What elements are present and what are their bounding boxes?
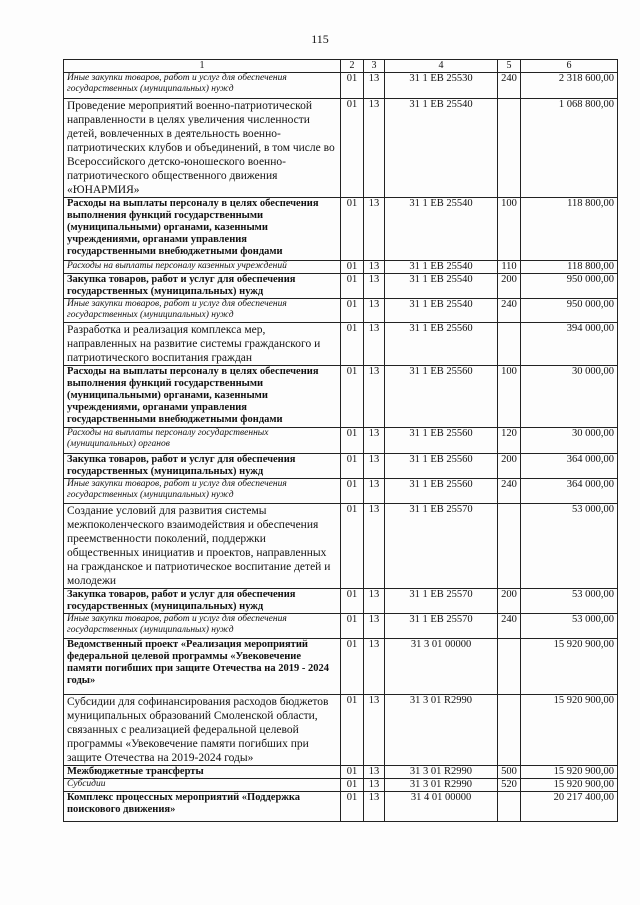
row-section-cell: 01 — [341, 323, 364, 366]
row-amount-cell: 15 920 900,00 — [521, 639, 618, 695]
row-subsection-cell: 13 — [364, 639, 385, 695]
row-subsection-cell: 13 — [364, 366, 385, 428]
row-amount-cell: 30 000,00 — [521, 366, 618, 428]
table-row — [64, 261, 618, 274]
row-section-cell: 01 — [341, 428, 364, 454]
row-target-article-cell: 31 3 01 R2990 — [385, 766, 498, 779]
row-expense-type-cell: 110 — [498, 261, 521, 274]
column-header: 4 — [385, 60, 498, 73]
row-section-cell: 01 — [341, 366, 364, 428]
table-row — [64, 766, 618, 779]
row-amount-cell: 2 318 600,00 — [521, 73, 618, 99]
row-name-cell: Проведение мероприятий военно-патриотической направленности в целях увеличения численности детей, вовлеченных в деятельность военно-патриотических клубов и объединений, в том числе во Всероссийского детско-юношеского военно-патриотического общественного движения «ЮНАРМИЯ» — [64, 99, 341, 198]
row-amount-cell: 950 000,00 — [521, 299, 618, 323]
row-target-article-cell: 31 1 ЕВ 25570 — [385, 614, 498, 639]
row-target-article-cell: 31 3 01 00000 — [385, 639, 498, 695]
table-row — [64, 792, 618, 822]
row-expense-type-cell — [498, 695, 521, 766]
row-target-article-cell: 31 3 01 R2990 — [385, 779, 498, 792]
row-subsection-cell: 13 — [364, 454, 385, 479]
row-section-cell: 01 — [341, 261, 364, 274]
table-row — [64, 198, 618, 261]
column-header: 3 — [364, 60, 385, 73]
row-expense-type-cell: 200 — [498, 589, 521, 614]
row-section-cell: 01 — [341, 614, 364, 639]
row-subsection-cell: 13 — [364, 504, 385, 589]
row-name-cell: Расходы на выплаты персоналу в целях обеспечения выполнения функций государственными (муниципальными) органами, казенными учреждениями, органами управления государственными внебюджетными фондами — [64, 366, 341, 428]
table-row — [64, 428, 618, 454]
row-subsection-cell: 13 — [364, 299, 385, 323]
row-name-cell: Расходы на выплаты персоналу государственных (муниципальных) органов — [64, 428, 341, 454]
row-subsection-cell: 13 — [364, 198, 385, 261]
row-expense-type-cell: 100 — [498, 198, 521, 261]
row-name-cell: Расходы на выплаты персоналу в целях обеспечения выполнения функций государственными (муниципальными) органами, казенными учреждениями, органами управления государственными внебюджетными фондами — [64, 198, 341, 261]
row-target-article-cell: 31 1 ЕВ 25570 — [385, 504, 498, 589]
row-name-cell: Иные закупки товаров, работ и услуг для обеспечения государственных (муниципальных) нужд — [64, 73, 341, 99]
row-section-cell: 01 — [341, 589, 364, 614]
row-amount-cell: 394 000,00 — [521, 323, 618, 366]
table-row — [64, 454, 618, 479]
page-number: 115 — [311, 32, 329, 46]
row-amount-cell: 950 000,00 — [521, 274, 618, 299]
row-amount-cell: 53 000,00 — [521, 589, 618, 614]
row-section-cell: 01 — [341, 639, 364, 695]
row-section-cell: 01 — [341, 766, 364, 779]
column-header: 5 — [498, 60, 521, 73]
row-subsection-cell: 13 — [364, 792, 385, 822]
row-name-cell: Субсидии — [64, 779, 341, 792]
row-section-cell: 01 — [341, 695, 364, 766]
row-expense-type-cell: 120 — [498, 428, 521, 454]
row-amount-cell: 118 800,00 — [521, 261, 618, 274]
row-subsection-cell: 13 — [364, 589, 385, 614]
row-section-cell: 01 — [341, 454, 364, 479]
row-name-cell: Закупка товаров, работ и услуг для обеспечения государственных (муниципальных) нужд — [64, 454, 341, 479]
column-header: 6 — [521, 60, 618, 73]
row-amount-cell: 30 000,00 — [521, 428, 618, 454]
row-name-cell: Закупка товаров, работ и услуг для обеспечения государственных (муниципальных) нужд — [64, 274, 341, 299]
row-subsection-cell: 13 — [364, 766, 385, 779]
row-name-cell: Расходы на выплаты персоналу казенных учреждений — [64, 261, 341, 274]
row-name-cell: Иные закупки товаров, работ и услуг для обеспечения государственных (муниципальных) нужд — [64, 299, 341, 323]
row-amount-cell: 364 000,00 — [521, 454, 618, 479]
row-amount-cell: 1 068 800,00 — [521, 99, 618, 198]
row-expense-type-cell — [498, 323, 521, 366]
row-section-cell: 01 — [341, 73, 364, 99]
row-subsection-cell: 13 — [364, 274, 385, 299]
row-subsection-cell: 13 — [364, 614, 385, 639]
row-section-cell: 01 — [341, 274, 364, 299]
row-target-article-cell: 31 1 ЕВ 25560 — [385, 454, 498, 479]
row-section-cell: 01 — [341, 779, 364, 792]
row-name-cell: Разработка и реализация комплекса мер, направленных на развитие системы гражданского и патриотического воспитания граждан — [64, 323, 341, 366]
table-row — [64, 479, 618, 504]
budget-table — [63, 59, 618, 822]
row-amount-cell: 15 920 900,00 — [521, 766, 618, 779]
row-subsection-cell: 13 — [364, 99, 385, 198]
row-amount-cell: 53 000,00 — [521, 504, 618, 589]
table-row — [64, 323, 618, 366]
row-expense-type-cell: 240 — [498, 479, 521, 504]
table-row — [64, 366, 618, 428]
row-expense-type-cell: 200 — [498, 454, 521, 479]
table-row — [64, 299, 618, 323]
row-target-article-cell: 31 1 ЕВ 25540 — [385, 261, 498, 274]
row-name-cell: Субсидии для софинансирования расходов бюджетов муниципальных образований Смоленской области, связанных с реализацией федеральной целевой программы «Увековечение памяти погибших при защите Отечества на 2019-2024 годы» — [64, 695, 341, 766]
row-name-cell: Межбюджетные трансферты — [64, 766, 341, 779]
row-subsection-cell: 13 — [364, 479, 385, 504]
table-row — [64, 504, 618, 589]
row-target-article-cell: 31 1 ЕВ 25530 — [385, 73, 498, 99]
row-amount-cell: 364 000,00 — [521, 479, 618, 504]
table-row — [64, 589, 618, 614]
table-row — [64, 639, 618, 695]
row-amount-cell: 15 920 900,00 — [521, 695, 618, 766]
table-row — [64, 73, 618, 99]
row-section-cell: 01 — [341, 299, 364, 323]
row-name-cell: Создание условий для развития системы межпоколенческого взаимодействия и обеспечения преемственности поколений, поддержки общественных инициатив и проектов, направленных на гражданское и патриотическое воспитание детей и молодежи — [64, 504, 341, 589]
row-subsection-cell: 13 — [364, 695, 385, 766]
row-amount-cell: 15 920 900,00 — [521, 779, 618, 792]
row-section-cell: 01 — [341, 792, 364, 822]
row-target-article-cell: 31 1 ЕВ 25540 — [385, 99, 498, 198]
row-subsection-cell: 13 — [364, 323, 385, 366]
row-subsection-cell: 13 — [364, 428, 385, 454]
row-target-article-cell: 31 1 ЕВ 25560 — [385, 428, 498, 454]
row-target-article-cell: 31 1 ЕВ 25540 — [385, 299, 498, 323]
table-header-row — [64, 60, 618, 73]
row-expense-type-cell: 200 — [498, 274, 521, 299]
row-expense-type-cell: 520 — [498, 779, 521, 792]
row-expense-type-cell — [498, 504, 521, 589]
row-name-cell: Комплекс процессных мероприятий «Поддержка поискового движения» — [64, 792, 341, 822]
row-expense-type-cell: 240 — [498, 73, 521, 99]
table-row — [64, 779, 618, 792]
row-expense-type-cell — [498, 639, 521, 695]
column-header: 2 — [341, 60, 364, 73]
row-name-cell: Ведомственный проект «Реализация мероприятий федеральной целевой программы «Увековечение памяти погибших при защите Отечества на 2019 - 2024 годы» — [64, 639, 341, 695]
table-row — [64, 614, 618, 639]
table-row — [64, 695, 618, 766]
row-target-article-cell: 31 1 ЕВ 25540 — [385, 274, 498, 299]
row-expense-type-cell: 500 — [498, 766, 521, 779]
budget-table-body — [64, 60, 618, 822]
row-subsection-cell: 13 — [364, 73, 385, 99]
row-expense-type-cell: 100 — [498, 366, 521, 428]
table-row — [64, 274, 618, 299]
row-section-cell: 01 — [341, 99, 364, 198]
row-section-cell: 01 — [341, 198, 364, 261]
row-target-article-cell: 31 1 ЕВ 25540 — [385, 198, 498, 261]
row-name-cell: Иные закупки товаров, работ и услуг для обеспечения государственных (муниципальных) нужд — [64, 479, 341, 504]
row-name-cell: Иные закупки товаров, работ и услуг для обеспечения государственных (муниципальных) нужд — [64, 614, 341, 639]
column-header: 1 — [64, 60, 341, 73]
row-target-article-cell: 31 1 ЕВ 25560 — [385, 366, 498, 428]
row-target-article-cell: 31 4 01 00000 — [385, 792, 498, 822]
row-expense-type-cell: 240 — [498, 614, 521, 639]
row-expense-type-cell — [498, 792, 521, 822]
row-section-cell: 01 — [341, 479, 364, 504]
row-amount-cell: 118 800,00 — [521, 198, 618, 261]
row-target-article-cell: 31 3 01 R2990 — [385, 695, 498, 766]
row-subsection-cell: 13 — [364, 779, 385, 792]
row-subsection-cell: 13 — [364, 261, 385, 274]
row-section-cell: 01 — [341, 504, 364, 589]
row-expense-type-cell: 240 — [498, 299, 521, 323]
row-name-cell: Закупка товаров, работ и услуг для обеспечения государственных (муниципальных) нужд — [64, 589, 341, 614]
row-expense-type-cell — [498, 99, 521, 198]
row-amount-cell: 53 000,00 — [521, 614, 618, 639]
table-row — [64, 99, 618, 198]
row-target-article-cell: 31 1 ЕВ 25560 — [385, 323, 498, 366]
row-target-article-cell: 31 1 ЕВ 25560 — [385, 479, 498, 504]
row-amount-cell: 20 217 400,00 — [521, 792, 618, 822]
row-target-article-cell: 31 1 ЕВ 25570 — [385, 589, 498, 614]
